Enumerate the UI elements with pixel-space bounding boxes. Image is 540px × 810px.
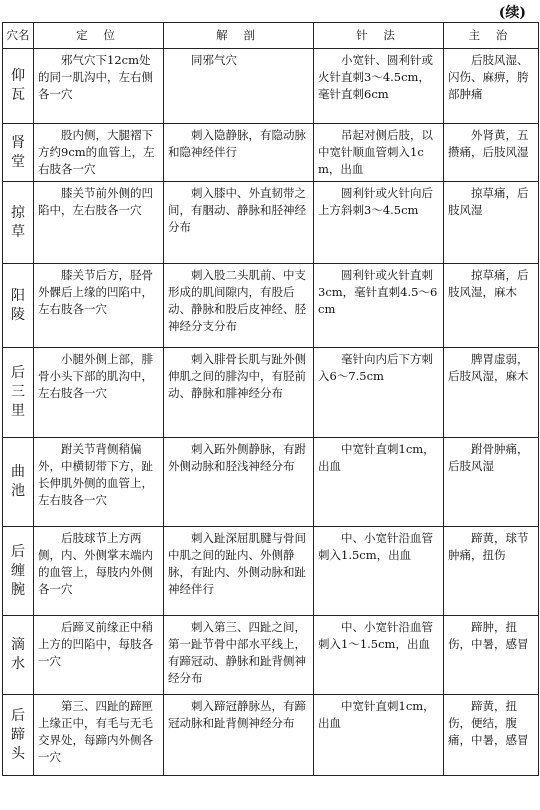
acupoint-name-char: 三 (11, 384, 25, 400)
acupoint-treatment-text: 外肾黄，五攒痛，后肢风湿 (448, 128, 529, 159)
acupoint-location (34, 616, 164, 695)
acupoint-method (314, 695, 444, 776)
acupoint-name-char: 头 (11, 745, 25, 762)
table-row (3, 527, 539, 616)
acupoint-location-text: 跗关节背侧稍偏外，中横韧带下方，趾长伸肌外侧的血管上，左右肢各一穴 (38, 442, 153, 507)
table-row (3, 616, 539, 695)
acupoint-treatment (444, 695, 539, 776)
acupoint-name-char: 后 (11, 707, 25, 724)
acupoint-location (34, 124, 164, 182)
acupoint-name-char: 后 (11, 365, 25, 381)
acupoint-method-text: 圆利针或火针向后上方斜刺3～4.5cm (318, 186, 433, 217)
table-row (3, 49, 539, 124)
acupoint-treatment (444, 124, 539, 182)
acupoint-location-text: 小腿外侧上部，腓骨小头下部的肌沟中，左右肢各一穴 (38, 352, 153, 400)
acupoint-location (34, 348, 164, 438)
acupoint-location-text: 第三、四趾的蹄匣上缘正中，有毛与无毛交界处，每蹄内外侧各一穴 (38, 699, 153, 764)
acupoint-name-char: 陵 (11, 306, 25, 323)
acupoint-treatment-text: 蹄黄，球节肿痛，扭伤 (448, 531, 529, 562)
acupoint-name-char: 里 (11, 403, 25, 419)
acupoint-treatment-text: 跗骨肿痛，后肢风湿 (448, 442, 529, 473)
acupoint-treatment-text: 后肢风湿、闪伤、麻痹，胯部肿痛 (448, 53, 529, 101)
acupoint-anatomy-text: 同邪气穴 (191, 53, 237, 67)
header-row (3, 23, 539, 49)
acupoint-method-text: 中宽针直刺1cm，出血 (318, 699, 435, 730)
acupoint-name-char: 后 (11, 543, 25, 560)
acupoint-location-text: 邪气穴下12cm处的同一肌沟中，左右侧各一穴 (38, 53, 153, 101)
table-row (3, 348, 539, 438)
acupoint-method (314, 182, 444, 264)
acupoint-location-text: 股内侧，大腿褶下方约9cm的血管上，左右肢各一穴 (38, 128, 155, 176)
acupoint-location (34, 695, 164, 776)
acupoint-anatomy-text: 刺入趾深屈肌腱与骨间中肌之间的趾内、外侧静脉，有趾内、外侧动脉和趾神经伴行 (168, 531, 306, 596)
table-row (3, 182, 539, 264)
acupoint-name (3, 49, 34, 124)
header-cell-name: 穴名 (3, 23, 34, 49)
acupoint-treatment-text: 掠草痛，后肢风湿 (448, 186, 529, 217)
acupoint-treatment (444, 182, 539, 264)
acupoint-anatomy-text: 刺入腓骨长肌与趾外侧伸肌之间的腓沟中，有胫前动、静脉和腓神经分布 (168, 352, 306, 400)
acupoint-anatomy (164, 182, 314, 264)
acupoint-method-text: 中宽针直刺1cm，出血 (318, 442, 435, 473)
acupoint-location (34, 49, 164, 124)
acupoint-treatment-text: 脾胃虚弱，后肢风湿，麻木 (448, 352, 529, 383)
acupoint-name-char: 草 (11, 223, 25, 240)
acupoint-anatomy (164, 264, 314, 348)
acupoint-location-text: 后蹄叉前缘正中稍上方的凹陷中，每肢各一穴 (38, 620, 153, 668)
acupoint-anatomy (164, 695, 314, 776)
acupoint-anatomy (164, 616, 314, 695)
acupoint-method (314, 527, 444, 616)
acupoint-name (3, 182, 34, 264)
acupoint-method (314, 348, 444, 438)
acupoint-method-text: 吊起对侧后肢，以中宽针顺血管刺入1cm，出血 (318, 128, 433, 176)
acupoint-method (314, 264, 444, 348)
table-row (3, 695, 539, 776)
acupoint-treatment (444, 438, 539, 527)
header-cell-treatment: 主 治 (444, 23, 539, 49)
acupoint-name-char: 滴 (11, 637, 25, 653)
header-cell-method: 针 法 (314, 23, 444, 49)
acupoint-table (2, 22, 539, 776)
acupoint-method (314, 124, 444, 182)
acupoint-anatomy (164, 124, 314, 182)
acupoint-treatment-text: 掠草痛，后肢风湿，麻木 (448, 268, 529, 299)
acupoint-treatment (444, 49, 539, 124)
acupoint-treatment (444, 616, 539, 695)
acupoint-treatment-text: 蹄肿，扭伤，中暑，感冒 (448, 620, 529, 651)
acupoint-name-char: 掠 (11, 204, 25, 221)
acupoint-method (314, 616, 444, 695)
acupoint-anatomy-text: 刺入股二头肌前、中支形成的肌间隙内，有股后动、静脉和股后皮神经、胫神经分支分布 (168, 268, 306, 333)
acupoint-anatomy-text: 刺入隐静脉，有隐动脉和隐神经伴行 (168, 128, 306, 159)
acupoint-name-char: 曲 (11, 464, 25, 480)
header-cell-location: 定 位 (34, 23, 164, 49)
acupoint-anatomy-text: 刺入第三、四趾之间，第一趾节骨中部水平线上，有蹄冠动、静脉和趾背侧神经分布 (168, 620, 306, 685)
acupoint-treatment-text: 蹄黄，扭伤，便结，腹痛，中暑，感冒 (448, 699, 529, 747)
acupoint-method-text: 中、小宽针沿血管刺入1.5cm，出血 (318, 531, 433, 562)
acupoint-name (3, 124, 34, 182)
acupoint-location (34, 438, 164, 527)
acupoint-location (34, 527, 164, 616)
acupoint-treatment (444, 527, 539, 616)
acupoint-name-char: 蹄 (11, 726, 25, 743)
acupoint-name-char: 缠 (11, 562, 25, 579)
acupoint-method-text: 中、小宽针沿血管刺入1～1.5cm，出血 (318, 620, 433, 651)
acupoint-treatment (444, 264, 539, 348)
acupoint-name-char: 堂 (11, 153, 25, 170)
acupoint-anatomy-text: 刺入跖外侧静脉，有跗外侧动脉和胫浅神经分布 (168, 442, 306, 473)
acupoint-name-char: 瓦 (11, 87, 25, 103)
header-cell-anatomy: 解 剖 (164, 23, 314, 49)
acupoint-location-text: 膝关节后方，胫骨外髁后上缘的凹陷中，左右肢各一穴 (38, 268, 153, 316)
acupoint-name-char: 仰 (11, 68, 25, 84)
acupoint-name (3, 438, 34, 527)
acupoint-anatomy (164, 438, 314, 527)
acupoint-location (34, 264, 164, 348)
acupoint-name-char: 腕 (11, 581, 25, 598)
acupoint-location-text: 膝关节前外侧的凹陷中，左右肢各一穴 (38, 186, 153, 217)
acupoint-anatomy-text: 刺入膝中、外直韧带之间，有胭动、静脉和胫神经分布 (168, 186, 306, 234)
acupoint-method-text: 小宽针、圆利针或火针直刺3～4.5cm，毫针直刺6cm (318, 53, 433, 101)
continued-label: (续) (498, 5, 526, 21)
acupoint-location (34, 182, 164, 264)
acupoint-name-char: 水 (11, 656, 25, 672)
acupoint-anatomy-text: 刺入蹄冠静脉丛，有蹄冠动脉和趾背侧神经分布 (168, 699, 306, 730)
acupoint-name (3, 695, 34, 776)
acupoint-method (314, 49, 444, 124)
acupoint-anatomy (164, 527, 314, 616)
acupoint-name-char: 阳 (11, 287, 25, 304)
table-row (3, 438, 539, 527)
acupoint-location-text: 后肢球节上方两侧，内、外侧掌末端内的血管上，每肢内外侧各一穴 (38, 531, 153, 596)
acupoint-name (3, 527, 34, 616)
acupoint-treatment (444, 348, 539, 438)
acupoint-name-char: 池 (11, 483, 25, 499)
acupoint-name (3, 348, 34, 438)
acupoint-name (3, 616, 34, 695)
acupoint-name-char: 肾 (11, 134, 25, 151)
table-row (3, 124, 539, 182)
acupoint-method-text: 圆利针或火针直刺3cm，毫针直刺4.5～6cm (318, 268, 438, 316)
acupoint-method-text: 毫针向内后下方刺入6～7.5cm (318, 352, 433, 383)
acupoint-anatomy (164, 49, 314, 124)
acupoint-name (3, 264, 34, 348)
table-row (3, 264, 539, 348)
acupoint-anatomy (164, 348, 314, 438)
acupoint-method (314, 438, 444, 527)
